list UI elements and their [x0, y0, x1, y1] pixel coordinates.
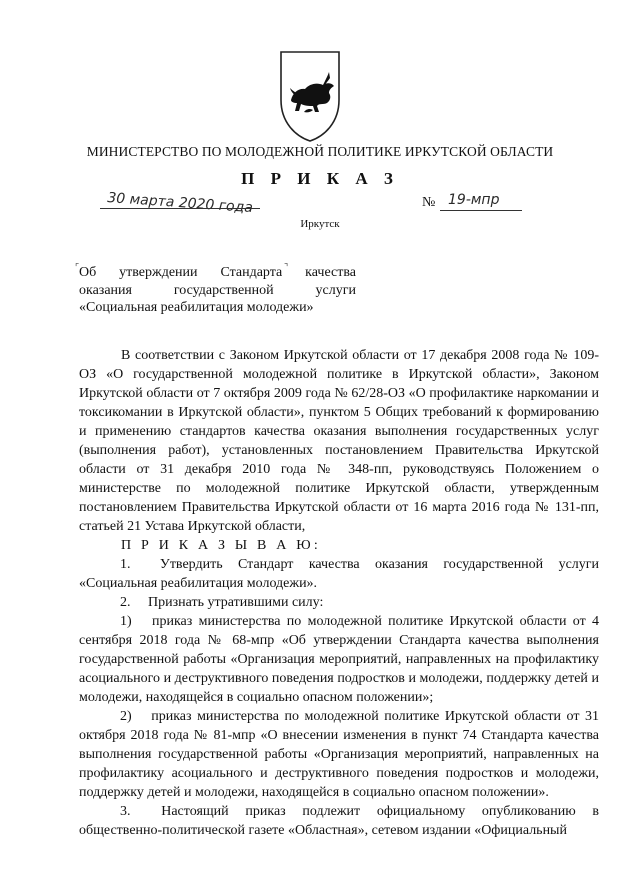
item-number: 2. — [120, 595, 131, 610]
subject-line-3: «Социальная реабилитация молодежи» — [79, 300, 314, 315]
corner-mark-left: ⌜ — [75, 262, 80, 272]
number-sign: № — [422, 195, 436, 210]
order-item — [79, 593, 599, 612]
date-underline — [100, 208, 260, 209]
order-body — [79, 346, 599, 840]
handwritten-date: 30 марта 2020 года — [106, 190, 254, 217]
item-text: приказ министерства по молодежной политике Иркутской области от 4 сентября 2018 года № 68-мпр «Об утверждении Стандарта качества выполнения государственной работы «Организация мероприятий, направленных на профилактику асоциального и деструктивного поведения подростков и молодежи, поддержку детей и молодежи, находящейся в социально опасном положении»; — [79, 614, 599, 705]
preamble-paragraph: В соответствии с Законом Иркутской области от 17 декабря 2008 года № 109-ОЗ «О государственной молодежной политике в Иркутской области», Законом Иркутской области от 7 октября 2009 года № 62/28-ОЗ «О профилактике наркомании и токсикомании в Иркутской области», пунктом 5 Общих требований к формированию и применению стандартов качества оказания выполнения государственных услуг (выполнения работ), установленных постановлением Правительства Иркутской области от 31 декабря 2010 года № 348-пп, руководствуясь Положением о министерстве по молодежной политике Иркутской области, утвержденным постановлением Правительства Иркутской области от 16 марта 2016 года № 131-пп, статьей 21 Устава Иркутской области, — [79, 348, 599, 534]
irkutsk-coat-of-arms-icon — [277, 48, 343, 144]
number-underline — [440, 210, 522, 211]
order-item — [79, 612, 599, 707]
item-number: 1) — [120, 614, 132, 629]
order-subject — [79, 264, 356, 317]
order-word: П Р И К А З Ы В А Ю: — [121, 538, 321, 553]
handwritten-order-number: 19-мпр — [448, 192, 500, 208]
order-item — [79, 802, 599, 840]
item-text: Настоящий приказ подлежит официальному опубликованию в общественно-политической газете «Областная», сетевом издании «Официальный — [79, 804, 600, 838]
order-title: П Р И К А З — [241, 169, 399, 188]
item-number: 2) — [120, 709, 132, 724]
subject-word: утверждении — [119, 265, 198, 280]
item-text: Утвердить Стандарт качества оказания государственной услуги «Социальная реабилитация молодежи». — [79, 557, 599, 591]
subject-word: услуги — [315, 282, 356, 298]
subject-line-2 — [79, 282, 356, 300]
subject-word: государственной — [173, 282, 274, 298]
subject-word: Стандарта — [220, 265, 283, 280]
city-name: Иркутск — [300, 218, 340, 230]
corner-mark-right: ⌝ — [284, 262, 289, 272]
ministry-name: МИНИСТЕРСТВО ПО МОЛОДЕЖНОЙ ПОЛИТИКЕ ИРКУТСКОЙ ОБЛАСТИ — [86, 144, 554, 159]
item-text: приказ министерства по молодежной политике Иркутской области от 31 октября 2018 года № 81-мпр «О внесении изменения в пункт 74 Стандарта качества выполнения государственной работы «Организация мероприятий, направленных на профилактику асоциального и деструктивного поведения подростков и молодежи, поддержку детей и молодежи, находящейся в социально опасном положении». — [79, 709, 600, 800]
item-number: 3. — [120, 804, 131, 819]
order-item — [79, 555, 599, 593]
subject-word: оказания — [79, 282, 132, 298]
subject-line-1 — [79, 264, 356, 282]
item-number: 1. — [120, 557, 131, 572]
item-text: Признать утратившими силу: — [148, 595, 324, 610]
order-item — [79, 707, 599, 802]
subject-word: качества — [305, 265, 356, 280]
subject-word: Об — [79, 265, 97, 280]
